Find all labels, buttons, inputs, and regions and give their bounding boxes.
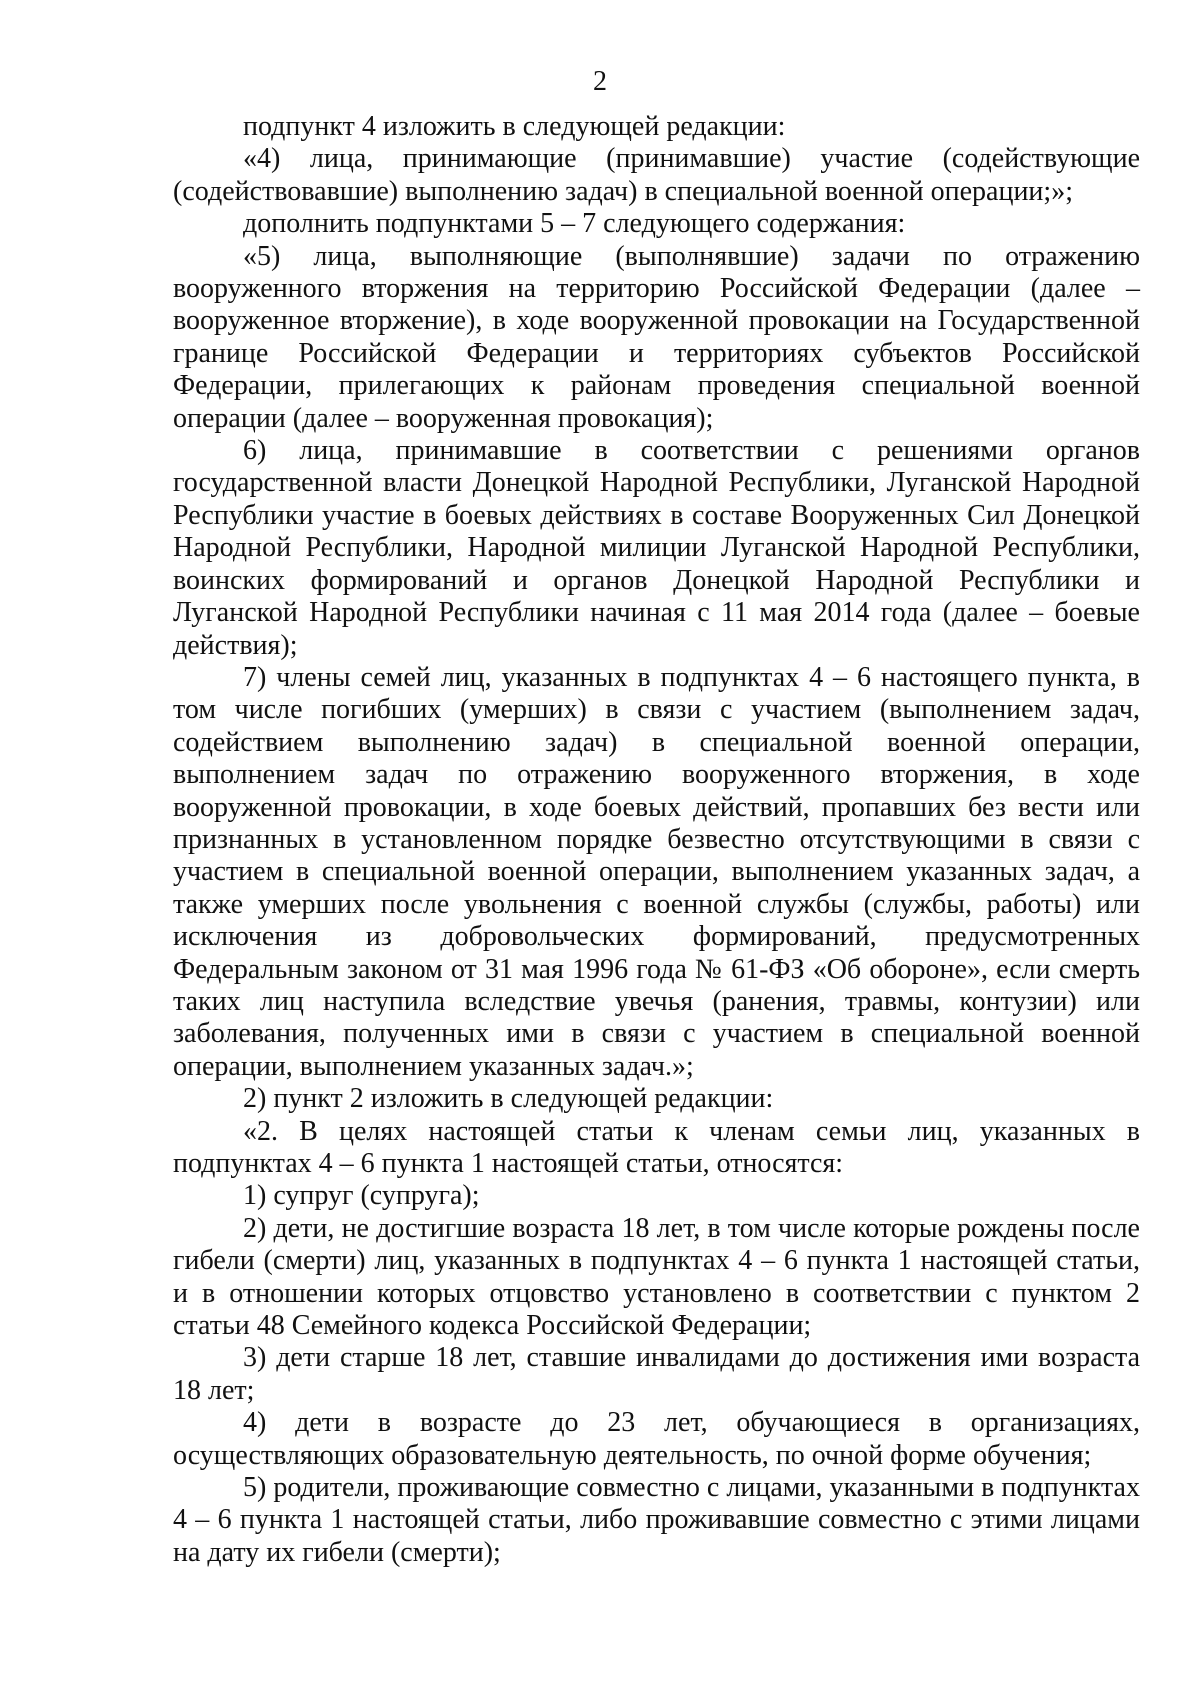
paragraph: «4) лица, принимающие (принимавшие) участие (содействующие (содействовавшие) выполнению задач) в специальной военной операции;»; bbox=[173, 143, 1140, 207]
paragraph: 7) члены семей лиц, указанных в подпунктах 4 – 6 настоящего пункта, в том числе погибших (умерших) в связи с участием (выполнением задач, содействием выполнению задач) в специальной военной операции, выполнением задач по отражению вооруженного вторжения, в ходе вооруженной провокации, в ходе боевых действий, пропавших без вести или признанных в установленном порядке безвестно отсутствующими в связи с участием в специальной военной операции, выполнением указанных задач, а также умерших после увольнения с военной службы (службы, работы) или исключения из добровольческих формирований, предусмотренных Федеральным законом от 31 мая 1996 года № 61-ФЗ «Об обороне», если смерть таких лиц наступила вследствие увечья (ранения, травмы, контузии) или заболевания, полученных ими в связи с участием в специальной военной операции, выполнением указанных задач.»; bbox=[173, 661, 1140, 1082]
document-body bbox=[173, 111, 1140, 1569]
paragraph: подпункт 4 изложить в следующей редакции: bbox=[243, 111, 786, 142]
page-number: 2 bbox=[593, 66, 607, 97]
paragraph: 2) дети, не достигшие возраста 18 лет, в том числе которые рождены после гибели (смерти) лиц, указанных в подпунктах 4 – 6 пункта 1 настоящей статьи, и в отношении которых отцовство установлено в соответствии с пунктом 2 статьи 48 Семейного кодекса Российской Федерации; bbox=[173, 1212, 1140, 1342]
paragraph: 5) родители, проживающие совместно с лицами, указанными в подпунктах 4 – 6 пункта 1 настоящей статьи, либо проживавшие совместно с этими лицами на дату их гибели (смерти); bbox=[173, 1472, 1140, 1568]
paragraph: дополнить подпунктами 5 – 7 следующего содержания: bbox=[243, 208, 906, 240]
paragraph: «5) лица, выполняющие (выполнявшие) задачи по отражению вооруженного вторжения на территорию Российской Федерации (далее – вооруженное вторжение), в ходе вооруженной провокации на Государственной границе Российской Федерации и территориях субъектов Российской Федерации, прилегающих к районам проведения специальной военной операции (далее – вооруженная провокация); bbox=[173, 240, 1140, 434]
paragraph: 2) пункт 2 изложить в следующей редакции: bbox=[243, 1083, 774, 1115]
paragraph: «2. В целях настоящей статьи к членам семьи лиц, указанных в подпунктах 4 – 6 пункта 1 настоящей статьи, относятся: bbox=[173, 1115, 1140, 1179]
paragraph: 1) супруг (супруга); bbox=[243, 1180, 480, 1212]
paragraph: 6) лица, принимавшие в соответствии с решениями органов государственной власти Донецкой Народной Республики, Луганской Народной Республики участие в боевых действиях в составе Вооруженных Сил Донецкой Народной Республики, Народной милиции Луганской Народной Республики, воинских формирований и органов Донецкой Народной Республики и Луганской Народной Республики начиная с 11 мая 2014 года (далее – боевые действия); bbox=[173, 435, 1140, 661]
paragraph: 4) дети в возрасте до 23 лет, обучающиеся в организациях, осуществляющих образовательную деятельность, по очной форме обучения; bbox=[173, 1407, 1140, 1471]
paragraph: 3) дети старше 18 лет, ставшие инвалидами до достижения ими возраста 18 лет; bbox=[173, 1342, 1140, 1406]
